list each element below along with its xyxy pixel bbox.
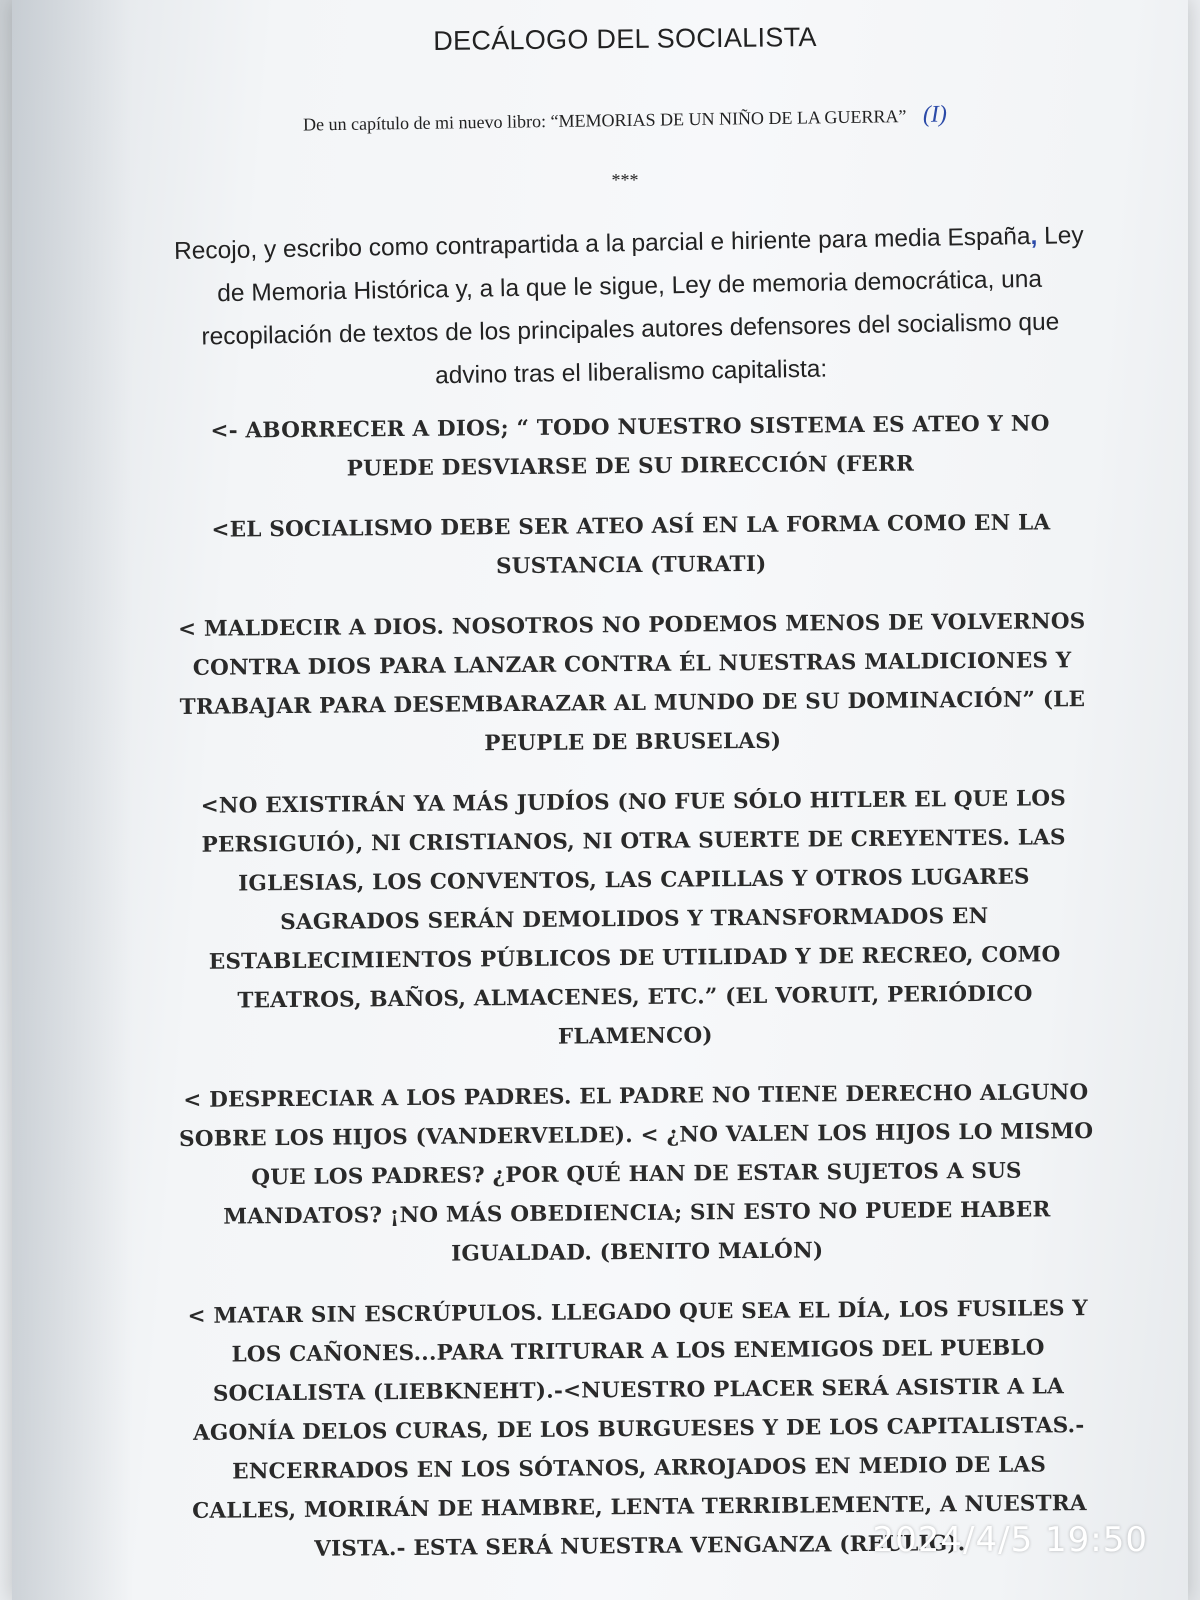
quote-1: <- ABORRECER A DIOS; “ TODO NUESTRO SISTEMA ES ATEO Y NO PUEDE DESVIARSE DE SU DIRECCIÓN (FERR <box>210 411 1050 482</box>
quote-2: <EL SOCIALISMO DEBE SER ATEO ASÍ EN LA FORMA COMO EN LA SUSTANCIA (TURATI) <box>211 510 1051 580</box>
separator: *** <box>611 170 639 190</box>
photo-timestamp: 2024/4/5 19:50 <box>872 1520 1148 1560</box>
intro-paragraph <box>169 214 1092 402</box>
intro-text-part1: Recojo, y escribo como contrapartida a la parcial e hiriente para media España <box>173 223 1031 265</box>
quote-6: < MATAR SIN ESCRÚPULOS. LLEGADO QUE SEA EL DÍA, LOS FUSILES Y LOS CAÑONES...PARA TRITURAR A LOS ENEMIGOS DEL PUEBLO SOCIALISTA (LIEBKNEHT).-<NUESTRO PLACER SERÁ ASISTIR A LA AGONÍA DELOS CURAS, DE LOS BURGUESES Y DE LOS CAPITALISTAS.- ENCERRADOS EN LOS SÓTANOS, ARROJADOS EN MEDIO DE LAS CALLES, MORIRÁN DE HAMBRE, LENTA TERRIBLEMENTE, A NUESTRA VISTA.- ESTA SERÁ NUESTRA VENGANZA (REULIG). <box>187 1296 1089 1562</box>
quote-4: <NO EXISTIRÁN YA MÁS JUDÍOS (NO FUE SÓLO HITLER EL QUE LOS PERSIGUIÓ), NI CRISTIANOS, NI OTRA SUERTE DE CREYENTES. LAS IGLESIAS, LOS CONVENTOS, LAS CAPILLAS Y OTROS LUGARES SAGRADOS SERÁN DEMOLIDOS Y TRANSFORMADOS EN ESTABLECIMIENTOS PÚBLICOS DE UTILIDAD Y DE RECREO, COMO TEATROS, BAÑOS, ALMACENES, ETC.” (EL VORUIT, PERIÓDICO FLAMENCO) <box>200 786 1067 1050</box>
paper-shadow <box>12 0 132 1600</box>
quote-5: < DESPRECIAR A LOS PADRES. EL PADRE NO TIENE DERECHO ALGUNO SOBRE LOS HIJOS (VANDERVELDE). < ¿NO VALEN LOS HIJOS LO MISMO QUE LOS PADRES? ¿POR QUÉ HAN DE ESTAR SUJETOS A SUS MANDATOS? ¡NO MÁS OBEDIENCIA; SIN ESTO NO PUEDE HABER IGUALDAD. (BENITO MALÓN) <box>179 1080 1094 1267</box>
quote-3: < MALDECIR A DIOS. NOSOTROS NO PODEMOS MENOS DE VOLVERNOS CONTRA DIOS PARA LANZAR CONTRA ÉL NUESTRAS MALDICIONES Y TRABAJAR PARA DESEMBARAZAR AL MUNDO DE SU DOMINACIÓN” (LE PEUPLE DE BRUSELAS) <box>177 609 1086 757</box>
document-title: DECÁLOGO DEL SOCIALISTA <box>433 21 817 57</box>
handwritten-mark: (I) <box>922 101 948 128</box>
handwritten-comma: , <box>1030 222 1038 250</box>
quotes-list <box>170 404 1100 1591</box>
intro-text-part2: Ley de Memoria Histórica y, a la que le sigue, Ley de memoria democrática, una recopilación de textos de los principales autores defensores del socialismo que advino tras el liberalismo capitalista: <box>201 222 1084 390</box>
subtitle-text: De un capítulo de mi nuevo libro: “MEMORIAS DE UN NIÑO DE LA GUERRA” <box>302 106 907 135</box>
